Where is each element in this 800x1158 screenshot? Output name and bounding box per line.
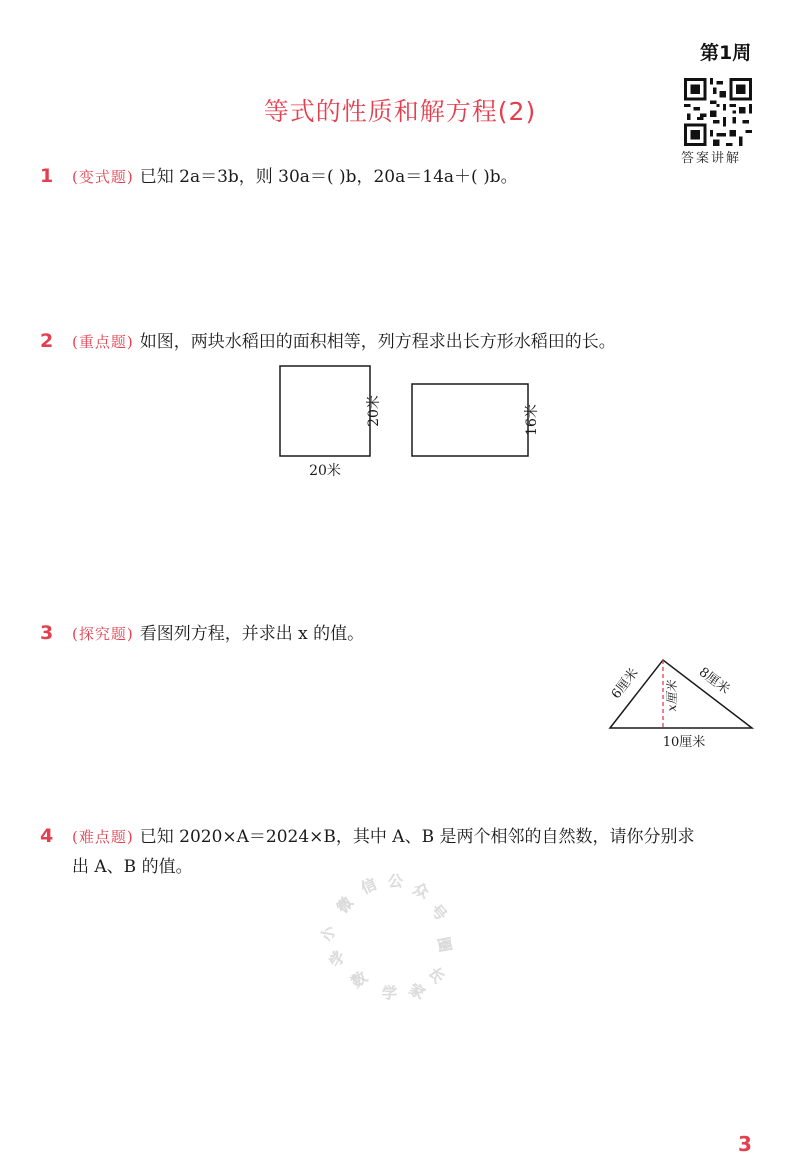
- svg-text:信: 信: [358, 874, 380, 898]
- svg-text:数: 数: [347, 967, 371, 992]
- svg-text:圈: 圈: [434, 935, 455, 954]
- qr-code-icon[interactable]: [684, 78, 752, 146]
- watermark-seal: [312, 862, 472, 1022]
- base-label: 10厘米: [662, 735, 706, 750]
- right-side-label: 8厘米: [695, 664, 733, 698]
- question-4-line-2: 出 A、B 的值。: [72, 857, 193, 877]
- question-3: [72, 619, 364, 649]
- question-1-text: 已知 2a＝3b，则 30a＝( )b，20a＝14a＋( )b。: [139, 167, 518, 187]
- question-number-4: 4: [40, 825, 54, 847]
- page-number: 3: [738, 1132, 752, 1156]
- svg-text:学: 学: [382, 984, 398, 1002]
- question-4-line-1: (难点题) 已知 2020×A＝2024×B，其中 A、B 是两个相邻的自然数，请你分别求: [72, 827, 695, 847]
- svg-text:小: 小: [318, 924, 339, 943]
- svg-text:众: 众: [410, 879, 432, 902]
- question-3-tag: (探究题): [72, 625, 134, 643]
- rectangle-width-label: 16米: [524, 404, 540, 436]
- question-2: [72, 327, 616, 357]
- question-number-2: 2: [40, 330, 54, 352]
- rectangle-field: [412, 384, 528, 456]
- svg-text:微: 微: [333, 893, 357, 917]
- question-3-text: 看图列方程，并求出 x 的值。: [139, 624, 365, 644]
- week-label: 第1周: [700, 42, 752, 64]
- question-1: [72, 162, 518, 192]
- svg-text:公: 公: [388, 872, 404, 890]
- question-number-3: 3: [40, 622, 54, 644]
- qr-caption: 答案讲解: [681, 151, 742, 166]
- paddy-fields-figure: [270, 358, 570, 488]
- question-4-tag: (难点题): [72, 828, 134, 846]
- height-label: x厘米: [665, 680, 679, 712]
- svg-text:家: 家: [406, 979, 429, 1003]
- triangle-figure: [600, 650, 765, 755]
- square-side-label: 20米: [366, 395, 382, 427]
- svg-text:学: 学: [325, 947, 349, 970]
- svg-text:长: 长: [424, 963, 449, 987]
- question-number-1: 1: [40, 165, 54, 187]
- left-side-label: 6厘米: [608, 665, 642, 702]
- question-1-tag: (变式题): [72, 168, 134, 186]
- svg-text:号: 号: [426, 901, 451, 925]
- question-2-tag: (重点题): [72, 333, 134, 351]
- question-2-text: 如图，两块水稻田的面积相等，列方程求出长方形水稻田的长。: [139, 332, 616, 352]
- square-bottom-label: 20米: [309, 463, 341, 479]
- square-field: [280, 366, 370, 456]
- page-title: 等式的性质和解方程(2): [263, 97, 537, 126]
